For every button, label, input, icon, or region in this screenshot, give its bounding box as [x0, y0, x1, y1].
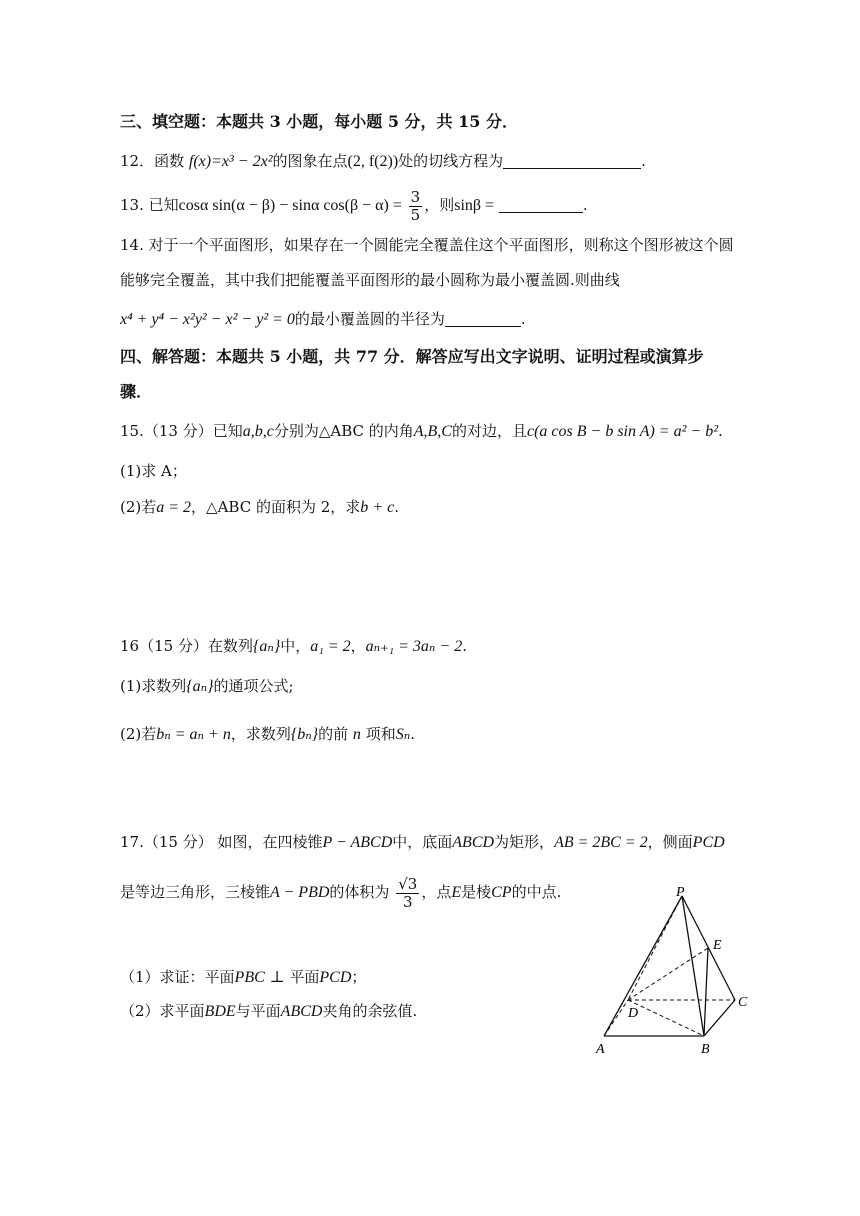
q15-stem-pre: 15.（13 分）已知 [120, 422, 243, 440]
q16-part2-end: . [410, 725, 415, 743]
label-c: C [738, 995, 748, 1010]
edge-db-hidden [628, 1000, 704, 1036]
q17-part1-pre: （1）求证：平面 [120, 968, 235, 986]
q17-part2-mid: 与平面 [235, 1002, 281, 1020]
q13-pre: 已知 [148, 196, 179, 214]
q16-part2-seq: {bₙ} [290, 726, 319, 743]
label-b: B [701, 1042, 710, 1057]
question-15-part-2 [120, 497, 399, 518]
q16-part2-n: n [352, 726, 361, 743]
q17-part2-plane2: ABCD [280, 1003, 323, 1020]
q12-point: (2, f(2)) [347, 153, 399, 170]
q15-condition: c(a cos B − b sin A) = a² − b² [526, 423, 718, 440]
q17-part1-plane2: PCD [319, 969, 352, 986]
q16-stem-mid: 中， [280, 637, 311, 655]
q17-part2-end: 夹角的余弦值. [322, 1002, 418, 1020]
q17-line1-mid2: 为矩形， [494, 833, 555, 851]
q12-post: 处的切线方程为 [398, 152, 504, 170]
section-4-heading-line-2: 骤． [120, 382, 153, 401]
q17-perp-symbol: ⊥ [269, 969, 285, 986]
q17-part1-plane1: PBC [234, 969, 265, 986]
q17-face: PCD [692, 834, 725, 851]
q17-line2-mid3: 是棱 [461, 883, 492, 901]
label-e: E [713, 938, 722, 953]
q16-a1: a₁ = 2 [310, 638, 351, 655]
q17-sides: AB = 2BC = 2 [554, 834, 648, 851]
q16-stem-pre: 16（15 分）在数列 [120, 637, 253, 655]
q17-pyramid: P − ABCD [322, 834, 393, 851]
q16-part2-s: Sₙ [395, 726, 411, 743]
q14-answer-blank[interactable] [445, 312, 521, 327]
q13-number: 13. [120, 196, 144, 214]
label-d: D [628, 1006, 639, 1021]
q13-answer-blank[interactable] [499, 198, 583, 213]
edge-de-hidden [628, 948, 708, 1000]
section-4-heading-line-1: 四、解答题：本题共 5 小题，共 77 分．解答应写出文字说明、证明过程或演算步 [120, 347, 704, 366]
q15-stem-mid2: 的对边，且 [451, 422, 527, 440]
q12-number: 12． [120, 152, 155, 170]
q15-end: . [717, 422, 723, 440]
label-a: A [596, 1042, 605, 1057]
q13-mid: ，则 [424, 196, 455, 214]
q13-end: . [582, 196, 588, 214]
edge-pa [604, 896, 682, 1036]
q13-expression: cosα sin(α − β) − sinα cos(β − α) = [178, 197, 402, 214]
q16-recurrence: aₙ₊₁ = 3aₙ − 2 [365, 638, 463, 655]
label-p: P [676, 885, 685, 900]
q16-part1-pre: (1)求数列 [120, 677, 187, 695]
question-14-line-3 [120, 309, 526, 330]
question-16-stem [120, 636, 467, 657]
q15-part2-end: . [394, 498, 399, 516]
edge-be [704, 948, 708, 1036]
q16-end: . [462, 637, 467, 655]
q17-edge: CP [491, 884, 512, 901]
q17-line2-end: 的中点. [511, 883, 562, 901]
q16-part1-seq: {aₙ} [186, 678, 214, 695]
q16-seq-a: {aₙ} [252, 638, 281, 655]
q17-tetra: A − PBD [270, 884, 330, 901]
question-17-line-1 [120, 832, 725, 853]
q17-base: ABCD [452, 834, 495, 851]
q12-end: . [641, 152, 646, 170]
q15-stem-mid1: 分别为△ABC 的内角 [273, 422, 414, 440]
question-15-stem [120, 421, 723, 442]
q14-post: 的最小覆盖圆的半径为 [294, 310, 445, 328]
q17-line2-pre: 是等边三角形，三棱锥 [120, 883, 271, 901]
q14-end: . [520, 310, 526, 328]
question-12 [120, 151, 646, 172]
q17-part1-mid: 平面 [289, 968, 320, 986]
q16-sep: ， [350, 637, 366, 655]
q15-angles: A,B,C [413, 423, 452, 440]
q17-part1-end: ； [351, 968, 367, 986]
q13-target: sinβ = [454, 197, 495, 214]
q16-part2-mid: ，求数列 [230, 725, 291, 743]
q17-part2-plane1: BDE [204, 1003, 236, 1020]
question-17-part-1 [120, 967, 366, 988]
edge-pd-hidden [628, 896, 682, 1000]
q13-fraction: $\frac{3}{5}$ [410, 187, 421, 224]
question-14-line-1: 14. 对于一个平面图形，如果存在一个圆能完全覆盖住这个平面图形，则称这个图形被这个圆 [120, 236, 734, 254]
q12-mid: 的图象在点 [272, 152, 348, 170]
question-13 [120, 187, 588, 224]
question-14-line-2: 能够完全覆盖，其中我们把能覆盖平面图形的最小圆称为最小覆盖圆.则曲线 [120, 271, 620, 289]
question-15-part-1: (1)求 A； [120, 462, 187, 480]
q14-curve: x⁴ + y⁴ − x²y² − x² − y² = 0 [120, 311, 295, 328]
q17-line1-post: ，侧面 [647, 833, 693, 851]
question-16-part-2 [120, 724, 415, 745]
q15-part2-condition: a = 2 [156, 499, 192, 516]
pyramid-figure [590, 884, 760, 1060]
q15-part2-mid: ，△ABC 的面积为 2，求 [191, 498, 361, 516]
q17-line1-pre: 17.（15 分） 如图，在四棱锥 [120, 833, 323, 851]
question-17-line-2 [120, 870, 561, 915]
question-17-part-2 [120, 1001, 417, 1022]
q12-function: f(x)=x³ − 2x² [188, 153, 273, 170]
q16-part2-def: bₙ = aₙ + n [156, 726, 231, 743]
q17-line1-mid: 中，底面 [392, 833, 453, 851]
q16-part1-post: 的通项公式; [213, 677, 294, 695]
q16-part2-mid3: 项和 [365, 725, 396, 743]
q17-volume-fraction: $\frac{√3}{3}$ [398, 874, 418, 911]
q16-part2-pre: (2)若 [120, 725, 157, 743]
q15-part2-target: b + c [360, 499, 395, 516]
section-3-heading: 三、填空题：本题共 3 小题，每小题 5 分，共 15 分． [120, 112, 518, 131]
q17-line2-mid: 的体积为 [329, 883, 390, 901]
question-16-part-1 [120, 676, 294, 697]
pyramid-diagram [590, 884, 760, 1060]
q15-vars: a,b,c [242, 423, 274, 440]
q16-part2-mid2: 的前 [318, 725, 349, 743]
q17-line2-mid2: ，点 [421, 883, 452, 901]
q12-pre: 函数 [154, 152, 185, 170]
edge-bc [704, 1000, 735, 1036]
q12-answer-blank[interactable] [503, 154, 641, 169]
q17-part2-pre: （2）求平面 [120, 1002, 205, 1020]
q17-point-e: E [451, 884, 462, 901]
q15-part2-pre: (2)若 [120, 498, 157, 516]
